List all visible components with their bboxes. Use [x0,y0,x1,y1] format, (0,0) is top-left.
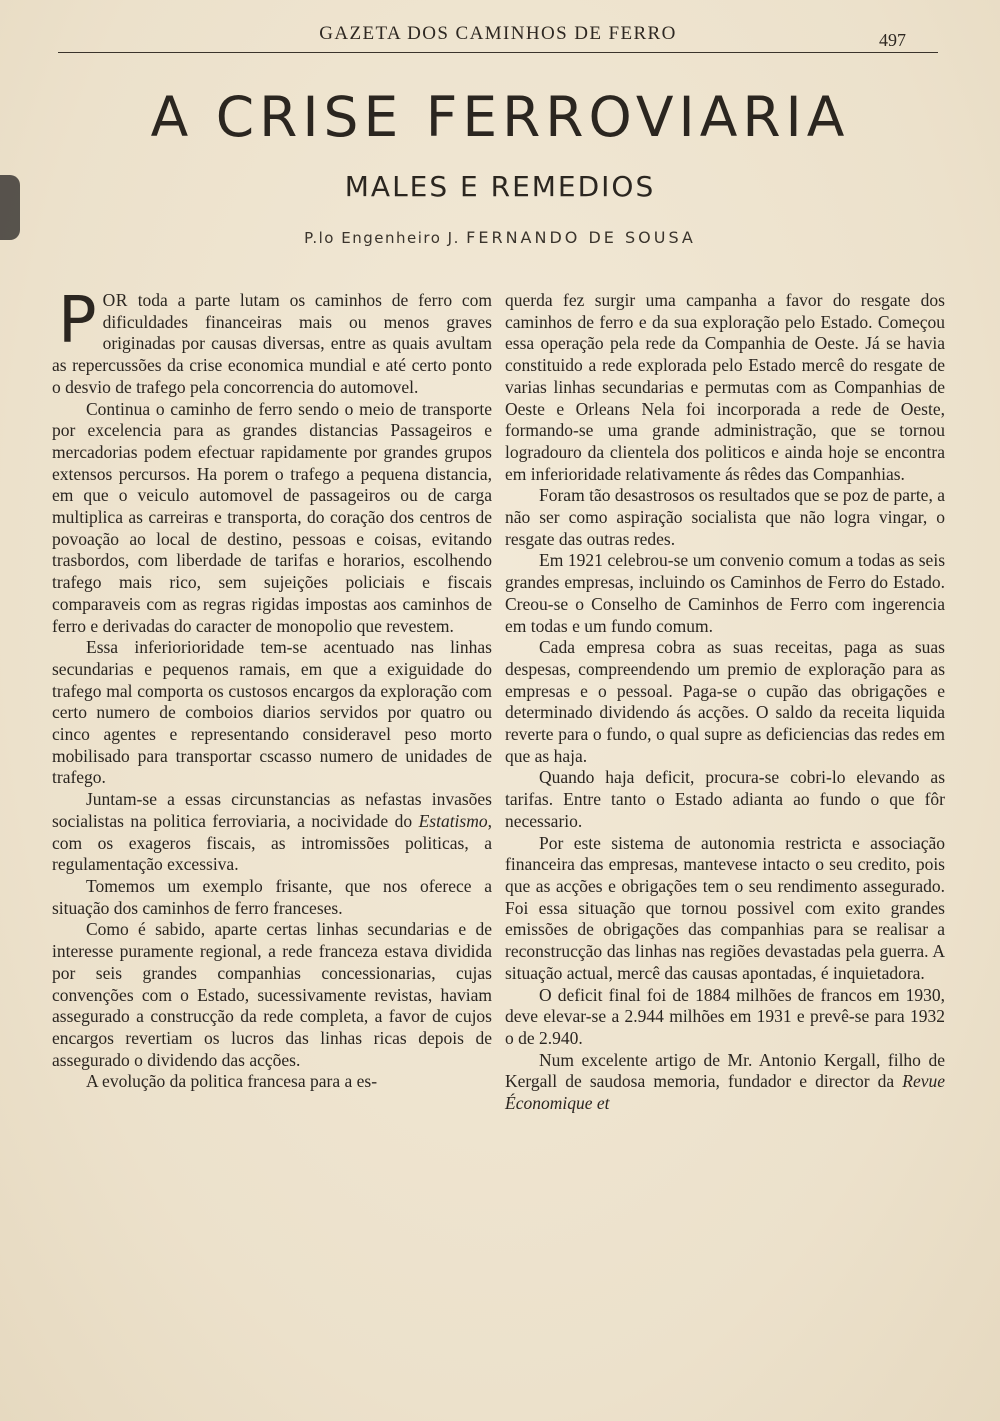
intro-caps: OR [102,290,128,310]
paragraph: Quando haja deficit, procura-se cobri-lo elevando as tarifas. Entre tanto o Estado adianta ao fundo o que fôr necessario. [505,767,945,831]
paragraph [505,1050,945,1115]
paragraph: Por este sistema de autonomia restricta e associação financeira das empresas, mantevese intacto o seu credito, pois que as acções e obrigações tem o seu rendimento assegurado. Foi essa situação que tornou possivel com exito grandes emissões de obrigações das companhias para se realisar a reconstrucção das linhas nas regiões devastadas pela guerra. A situação actual, mercê das causas apontadas, é inquietadora. [505,832,945,983]
paragraph: Em 1921 celebrou-se um convenio comum a todas as seis grandes empresas, incluindo os Caminhos de Ferro do Estado. Creou-se o Conselho de Caminhos de Ferro com ingerencia em todas e um fundo comum. [505,550,945,636]
paragraph: A evolução da politica francesa para a es- [86,1071,378,1092]
paragraph-text: , com os exageros fiscais, as intromissões politicas, a regulamentação excessiva. [52,810,492,875]
page-number: 497 [879,30,906,50]
article-title: A CRISE FERROVIARIA [150,85,850,149]
paragraph: Essa inferiorioridade tem-se acentuado nas linhas secundarias e pequenos ramais, em que a exiguidade do trafego mal comporta os custosos encargos da exploração com certo numero de comboios diarios servidos por quatro ou cinco agentes e representando consideravel peso morto mobilisado para transportar cscasso numero de unidades de trafego. [52,637,492,788]
paragraph-text: Juntam-se a essas circunstancias as nefastas invasões socialistas na politica ferroviaria, a nocividade do [52,789,492,831]
paragraph: Tomemos um exemplo frisante, que nos oferece a situação dos caminhos de ferro franceses. [52,875,492,918]
paragraph: Continua o caminho de ferro sendo o meio de transporte por excelencia para as grandes distancias Passageiros e mercadorias podem efectuar rapidamente por grandes grupos extensos percursos. Ha porem o trafego a pequena distancia, em que o veiculo automovel de passageiros ou de carga multiplica as carreiras e transporta, do coração dos centros de povoação ao local de destino, pessoas e coisas, evitando trasbordos, com liberdade de tarifas e horarios, escolhendo trafego mais rico, sem sujeições policiais e fiscais comparaveis com as regras rigidas impostas aos caminhos de ferro e derivadas do caracter de monopolio que revestem. [52,398,492,636]
paragraph: O deficit final foi de 1884 milhões de francos em 1930, deve elevar-se a 2.944 milhões em 1931 e prevê-se para 1932 o de 2.940. [505,984,945,1048]
paragraph: querda fez surgir uma campanha a favor do resgate dos caminhos de ferro e da sua exploração pelo Estado. Começou essa operação pela rede da Companhia de Oeste. Já se havia constituido a rede explorada pelo Estado mercê do resgate de varias linhas secundarias e permutas com as Companhias de Oeste e Orleans Nela foi incorporada a rede de Oeste, formando-se uma grande administração, que se tornou logradouro da clientela dos politicos e ainda hoje se encontra em inferioridade relativamente ás rêdes das Companhias. [505,290,945,484]
byline-prefix: P.lo Engenheiro J. [304,229,460,247]
drop-cap: P [58,284,97,358]
byline [40,228,960,247]
paragraph: Foram tão desastrosos os resultados que se poz de parte, a não ser como aspiração socialista que não logra vingar, o resgate das outras redes. [505,485,945,549]
italic-term: Estatismo [418,810,488,831]
byline-author: FERNANDO DE SOUSA [466,228,696,247]
margin-ink-blot [0,175,20,240]
paragraph-text: toda a parte lutam os caminhos de ferro com dificuldades financeiras mais ou menos graves originadas por causas diversas, entre as quais avultam as repercussões da crise economica mundial e até certo ponto o desvio de trafego pela concorrencia do automovel. [52,290,492,397]
article-subtitle: MALES E REMEDIOS [344,170,656,203]
italic-title: Revue Économique et [505,1071,945,1114]
running-header [58,22,938,53]
running-title: GAZETA DOS CAMINHOS DE FERRO [319,23,677,44]
right-column [505,290,945,1115]
paragraph [52,789,492,876]
left-column [52,284,492,1093]
paragraph [52,284,492,399]
paragraph: Cada empresa cobra as suas receitas, paga as suas despesas, compreendendo um premio de exploração para as empresas e o pessoal. Paga-se o cupão das obrigações e determinado dividendo ás acções. O saldo da receita liquida reverte para o fundo, o qual supre as deficiencias das redes em que as haja. [505,637,945,766]
paragraph: Como é sabido, aparte certas linhas secundarias e de interesse puramente regional, a rede franceza estava dividida por seis grandes companhias concessionarias, cujas convenções com o Estado, sucessivamente revistas, haviam assegurado a construcção da rede completa, a favor de cujos encargos revertiam os lucros das linhas ricas depois de assegurado o dividendo das acções. [52,919,492,1070]
paragraph-text: Num excelente artigo de Mr. Antonio Kergall, filho de Kergall de saudosa memoria, fundador e director da [505,1049,945,1092]
